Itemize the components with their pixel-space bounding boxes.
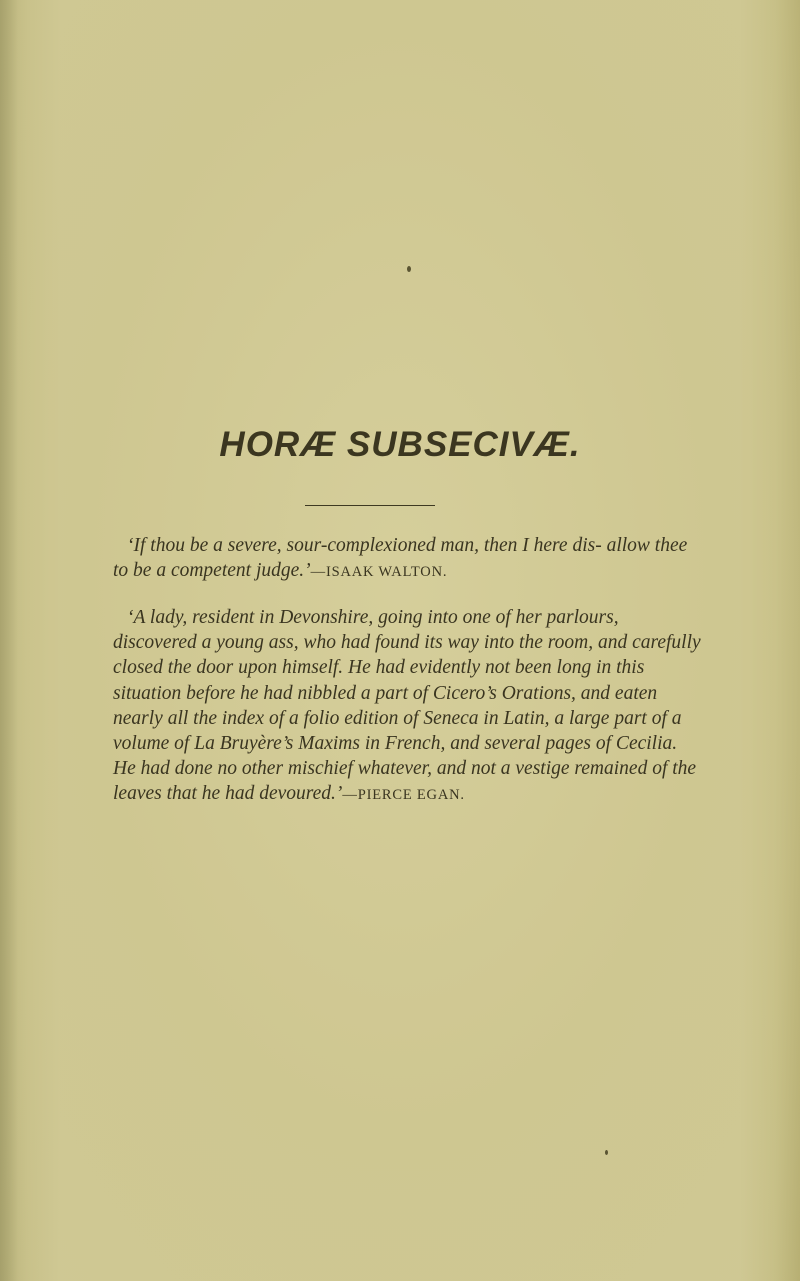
page-title: HORÆ SUBSECIVÆ.	[219, 425, 581, 464]
quote-author: —PIERCE EGAN.	[342, 787, 465, 804]
paper-speck	[605, 1150, 608, 1155]
quote-text: ‘If thou be a severe, sour-complexioned man, then I here dis- allow thee to be a competent judge.’	[113, 535, 688, 582]
epigraph-quote	[113, 533, 703, 585]
epigraph-quote	[113, 605, 703, 809]
title-divider	[305, 505, 435, 506]
page-edge-shadow	[0, 0, 18, 1281]
quote-author: —ISAAK WALTON.	[310, 564, 448, 581]
paper-speck	[407, 266, 411, 272]
quote-text: ‘A lady, resident in Devonshire, going into one of her parlours, discovered a young ass, who had found its way into the room, and carefully closed the door upon himself. He had evidently not been long in this situation before he had nibbled a part of Cicero’s Orations, and eaten nearly all the index of a folio edition of Seneca in Latin, a large part of a volume of La Bruyère’s Maxims in French, and several pages of Cecilia. He had done no other mischief whatever, and not a vestige remained of the leaves that he had devoured.’	[113, 607, 701, 805]
